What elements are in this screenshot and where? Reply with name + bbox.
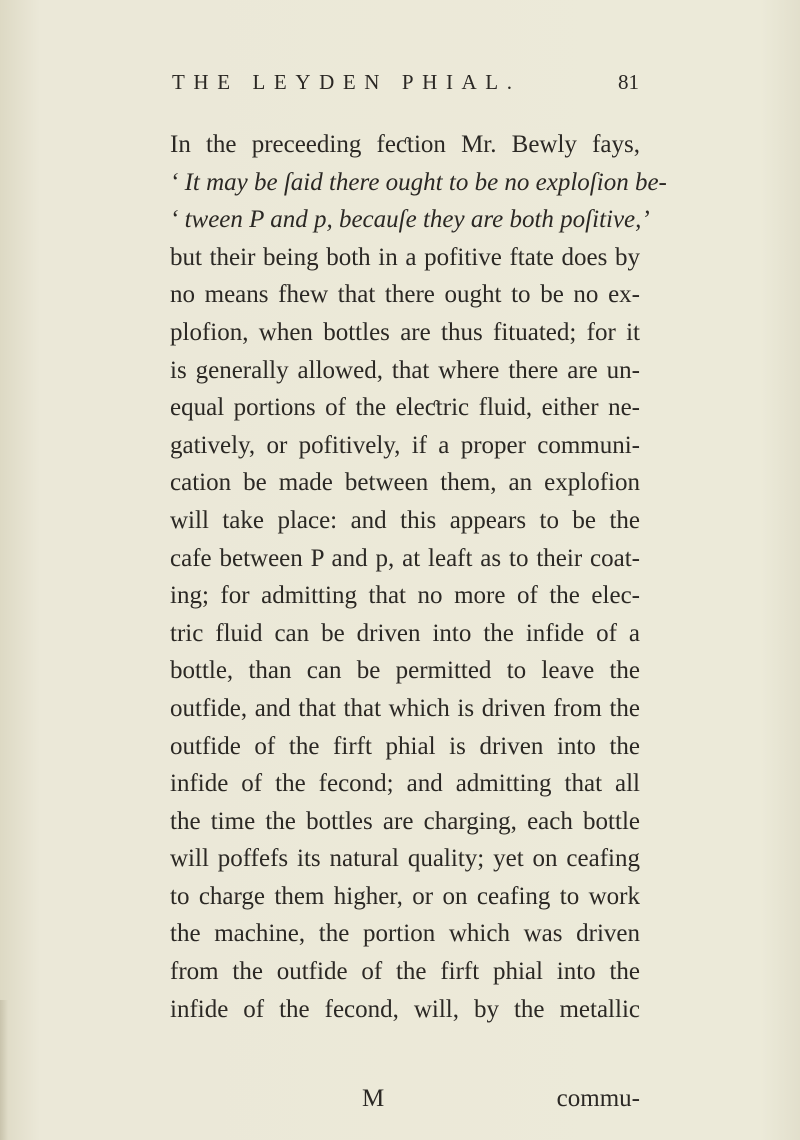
text-line: infide of the fecond, will, by the metallic bbox=[170, 995, 640, 1023]
text-line: gatively, or pofitively, if a proper communi- bbox=[170, 431, 640, 459]
text-line: infide of the fecond; and admitting that all bbox=[170, 770, 640, 798]
page-number: 81 bbox=[618, 70, 639, 94]
text-line: from the outfide of the firft phial into the bbox=[170, 958, 640, 986]
text-line: bottle, than can be permitted to leave the bbox=[170, 657, 640, 685]
text-line: cafe between P and p, at leaft as to their coat- bbox=[170, 544, 640, 572]
text-line: is generally allowed, that where there are un- bbox=[170, 356, 640, 384]
text-line: cation be made between them, an explofion bbox=[170, 469, 640, 497]
text-line: but their being both in a pofitive ftate does by bbox=[170, 243, 640, 271]
text-line: plofion, when bottles are thus fituated; for it bbox=[170, 318, 640, 346]
running-title: THE LEYDEN PHIAL. bbox=[172, 70, 521, 94]
text-line: no means fhew that there ought to be no ex- bbox=[170, 281, 640, 309]
text-line: equal portions of the eleƈtric fluid, either ne- bbox=[170, 394, 640, 422]
text-line: will take place: and this appears to be the bbox=[170, 506, 640, 534]
catchword: commu- bbox=[556, 1085, 640, 1112]
page-footer bbox=[170, 1085, 640, 1123]
text-line: outfide, and that that which is driven from the bbox=[170, 694, 640, 722]
text-line: will poffefs its natural quality; yet on ceafing bbox=[170, 845, 640, 873]
text-line: ‘ It may be ſaid there ought to be no exploſion be- bbox=[170, 168, 667, 196]
text-line: the time the bottles are charging, each bottle bbox=[170, 807, 640, 835]
text-line: ‘ tween P and p, becauſe they are both poſitive,’ bbox=[170, 206, 650, 234]
text-line: to charge them higher, or on ceafing to work bbox=[170, 882, 640, 910]
text-line: outfide of the firft phial is driven into the bbox=[170, 732, 640, 760]
page-edge-shadow bbox=[0, 1000, 8, 1140]
text-line: tric fluid can be driven into the infide of a bbox=[170, 619, 640, 647]
signature-mark: M bbox=[362, 1085, 385, 1112]
text-line: the machine, the portion which was driven bbox=[170, 920, 640, 948]
text-line: ing; for admitting that no more of the elec- bbox=[170, 582, 640, 610]
text-line: In the preceeding feƈtion Mr. Bewly fays, bbox=[170, 131, 640, 158]
body-text bbox=[170, 126, 667, 1028]
